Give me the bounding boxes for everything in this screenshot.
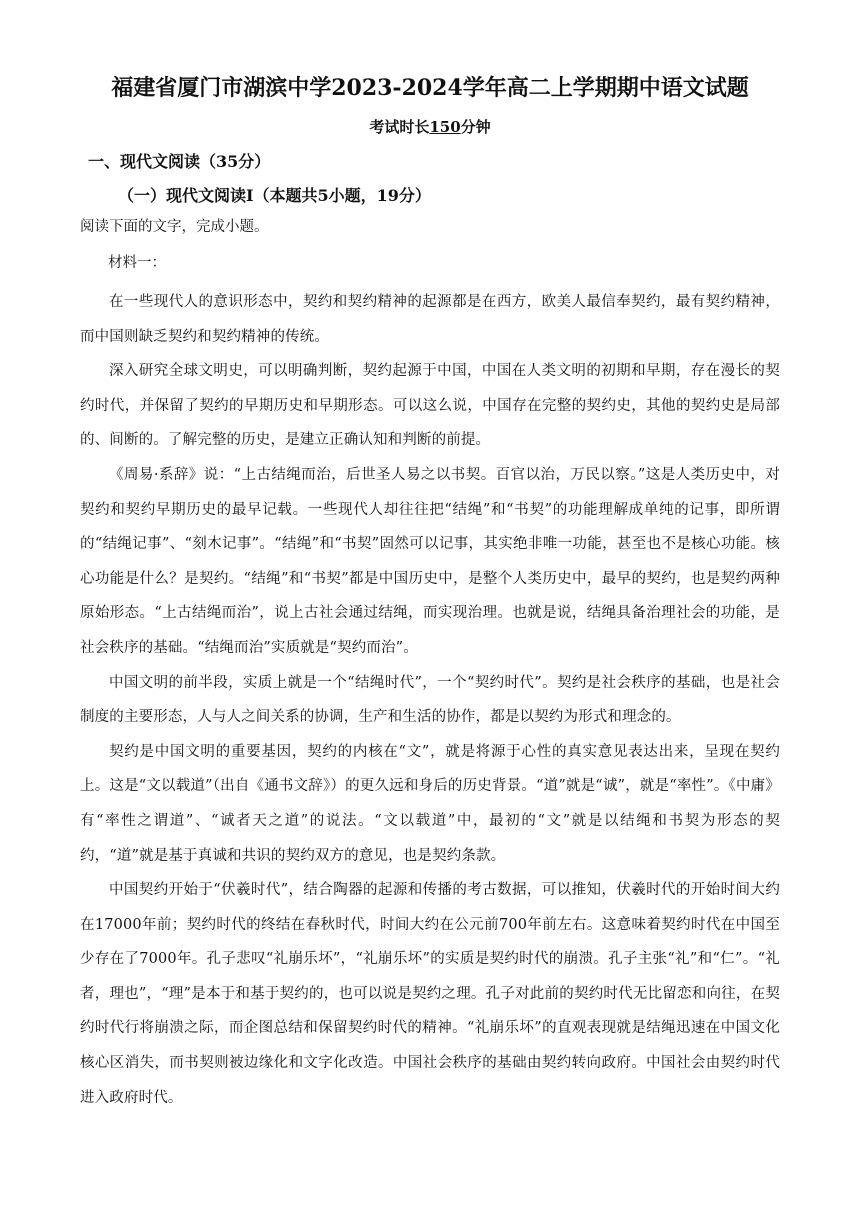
paragraph-3: 《周易·系辞》说：“上古结绳而治，后世圣人易之以书契。百官以治，万民以察。”这是人类历史中，对契约和契约早期历史的最早记载。一些现代人却往往把“结绳”和“书契”的功能理解成单纯的记事，即所谓的“结绳记事”、“刻木记事”。“结绳”和“书契”固然可以记事，其实绝非唯一功能，甚至也不是核心功能。核心功能是什么？是契约。“结绳”和“书契”都是中国历史中，是整个人类历史中，最早的契约，也是契约两种原始形态。“上古结绳而治”，说上古社会通过结绳，而实现治理。也就是说，结绳具备治理社会的功能，是社会秩序的基础。“结绳而治”实质就是“契约而治”。: [80, 466, 780, 656]
paragraph-2: 深入研究全球文明史，可以明确判断，契约起源于中国，中国在人类文明的初期和早期，存在漫长的契约时代，并保留了契约的早期历史和早期形态。可以这么说，中国存在完整的契约史，其他的契约史是局部的、间断的。了解完整的历史，是建立正确认知和判断的前提。: [80, 363, 780, 449]
reading-instruction: 阅读下面的文字，完成小题。: [80, 219, 269, 235]
duration-suffix: 分钟: [460, 118, 491, 136]
paragraph-4: 中国文明的前半段，实质上就是一个“结绳时代”，一个“契约时代”。契约是社会秩序的基础，也是社会制度的主要形态，人与人之间关系的协调，生产和生活的协作，都是以契约为形式和理念的。: [80, 674, 780, 726]
paragraph-1: 在一些现代人的意识形态中，契约和契约精神的起源都是在西方，欧美人最信奉契约，最有契约精神，而中国则缺乏契约和契约精神的传统。: [80, 294, 780, 345]
material-label: 材料一：: [108, 255, 166, 271]
document-title: 福建省厦门市湖滨中学2023-2024学年高二上学期期中语文试题: [111, 75, 749, 101]
exam-duration: [0, 114, 860, 140]
subsection-heading: （一）现代文阅读Ⅰ（本题共5小题，19分）: [118, 186, 431, 205]
passage-body: [80, 285, 780, 1115]
section-heading: 一、现代文阅读（35分）: [88, 152, 271, 171]
paragraph-5: 契约是中国文明的重要基因，契约的内核在“文”，就是将源于心性的真实意见表达出来，呈现在契约上。这是“文以载道”（出自《通书文辞》）的更久远和身后的历史背景。“道”就是“诚”，就是“率性”。《中庸》有“率性之谓道”、“诚者天之道”的说法。“文以载道”中，最初的“文”就是以结绳和书契为形态的契约，“道”就是基于真诚和共识的契约双方的意见，也是契约条款。: [80, 743, 780, 864]
duration-value: 150: [429, 118, 461, 136]
duration-prefix: 考试时长: [369, 118, 430, 136]
paragraph-6: 中国契约开始于“伏羲时代”，结合陶器的起源和传播的考古数据，可以推知，伏羲时代的开始时间大约在17000年前；契约时代的终结在春秋时代，时间大约在公元前700年前左右。这意味着契约时代在中国至少存在了7000年。孔子悲叹“礼崩乐坏”，“礼崩乐坏”的实质是契约时代的崩溃。孔子主张“礼”和“仁”。“礼者，理也”，“理”是本于和基于契约的，也可以说是契约之理。孔子对此前的契约时代无比留恋和向往，在契约时代行将崩溃之际，而企图总结和保留契约时代的精神。“礼崩乐坏”的直观表现就是结绳迅速在中国文化核心区消失，而书契则被边缘化和文字化改造。中国社会秩序的基础由契约转向政府。中国社会由契约时代进入政府时代。: [80, 882, 780, 1106]
